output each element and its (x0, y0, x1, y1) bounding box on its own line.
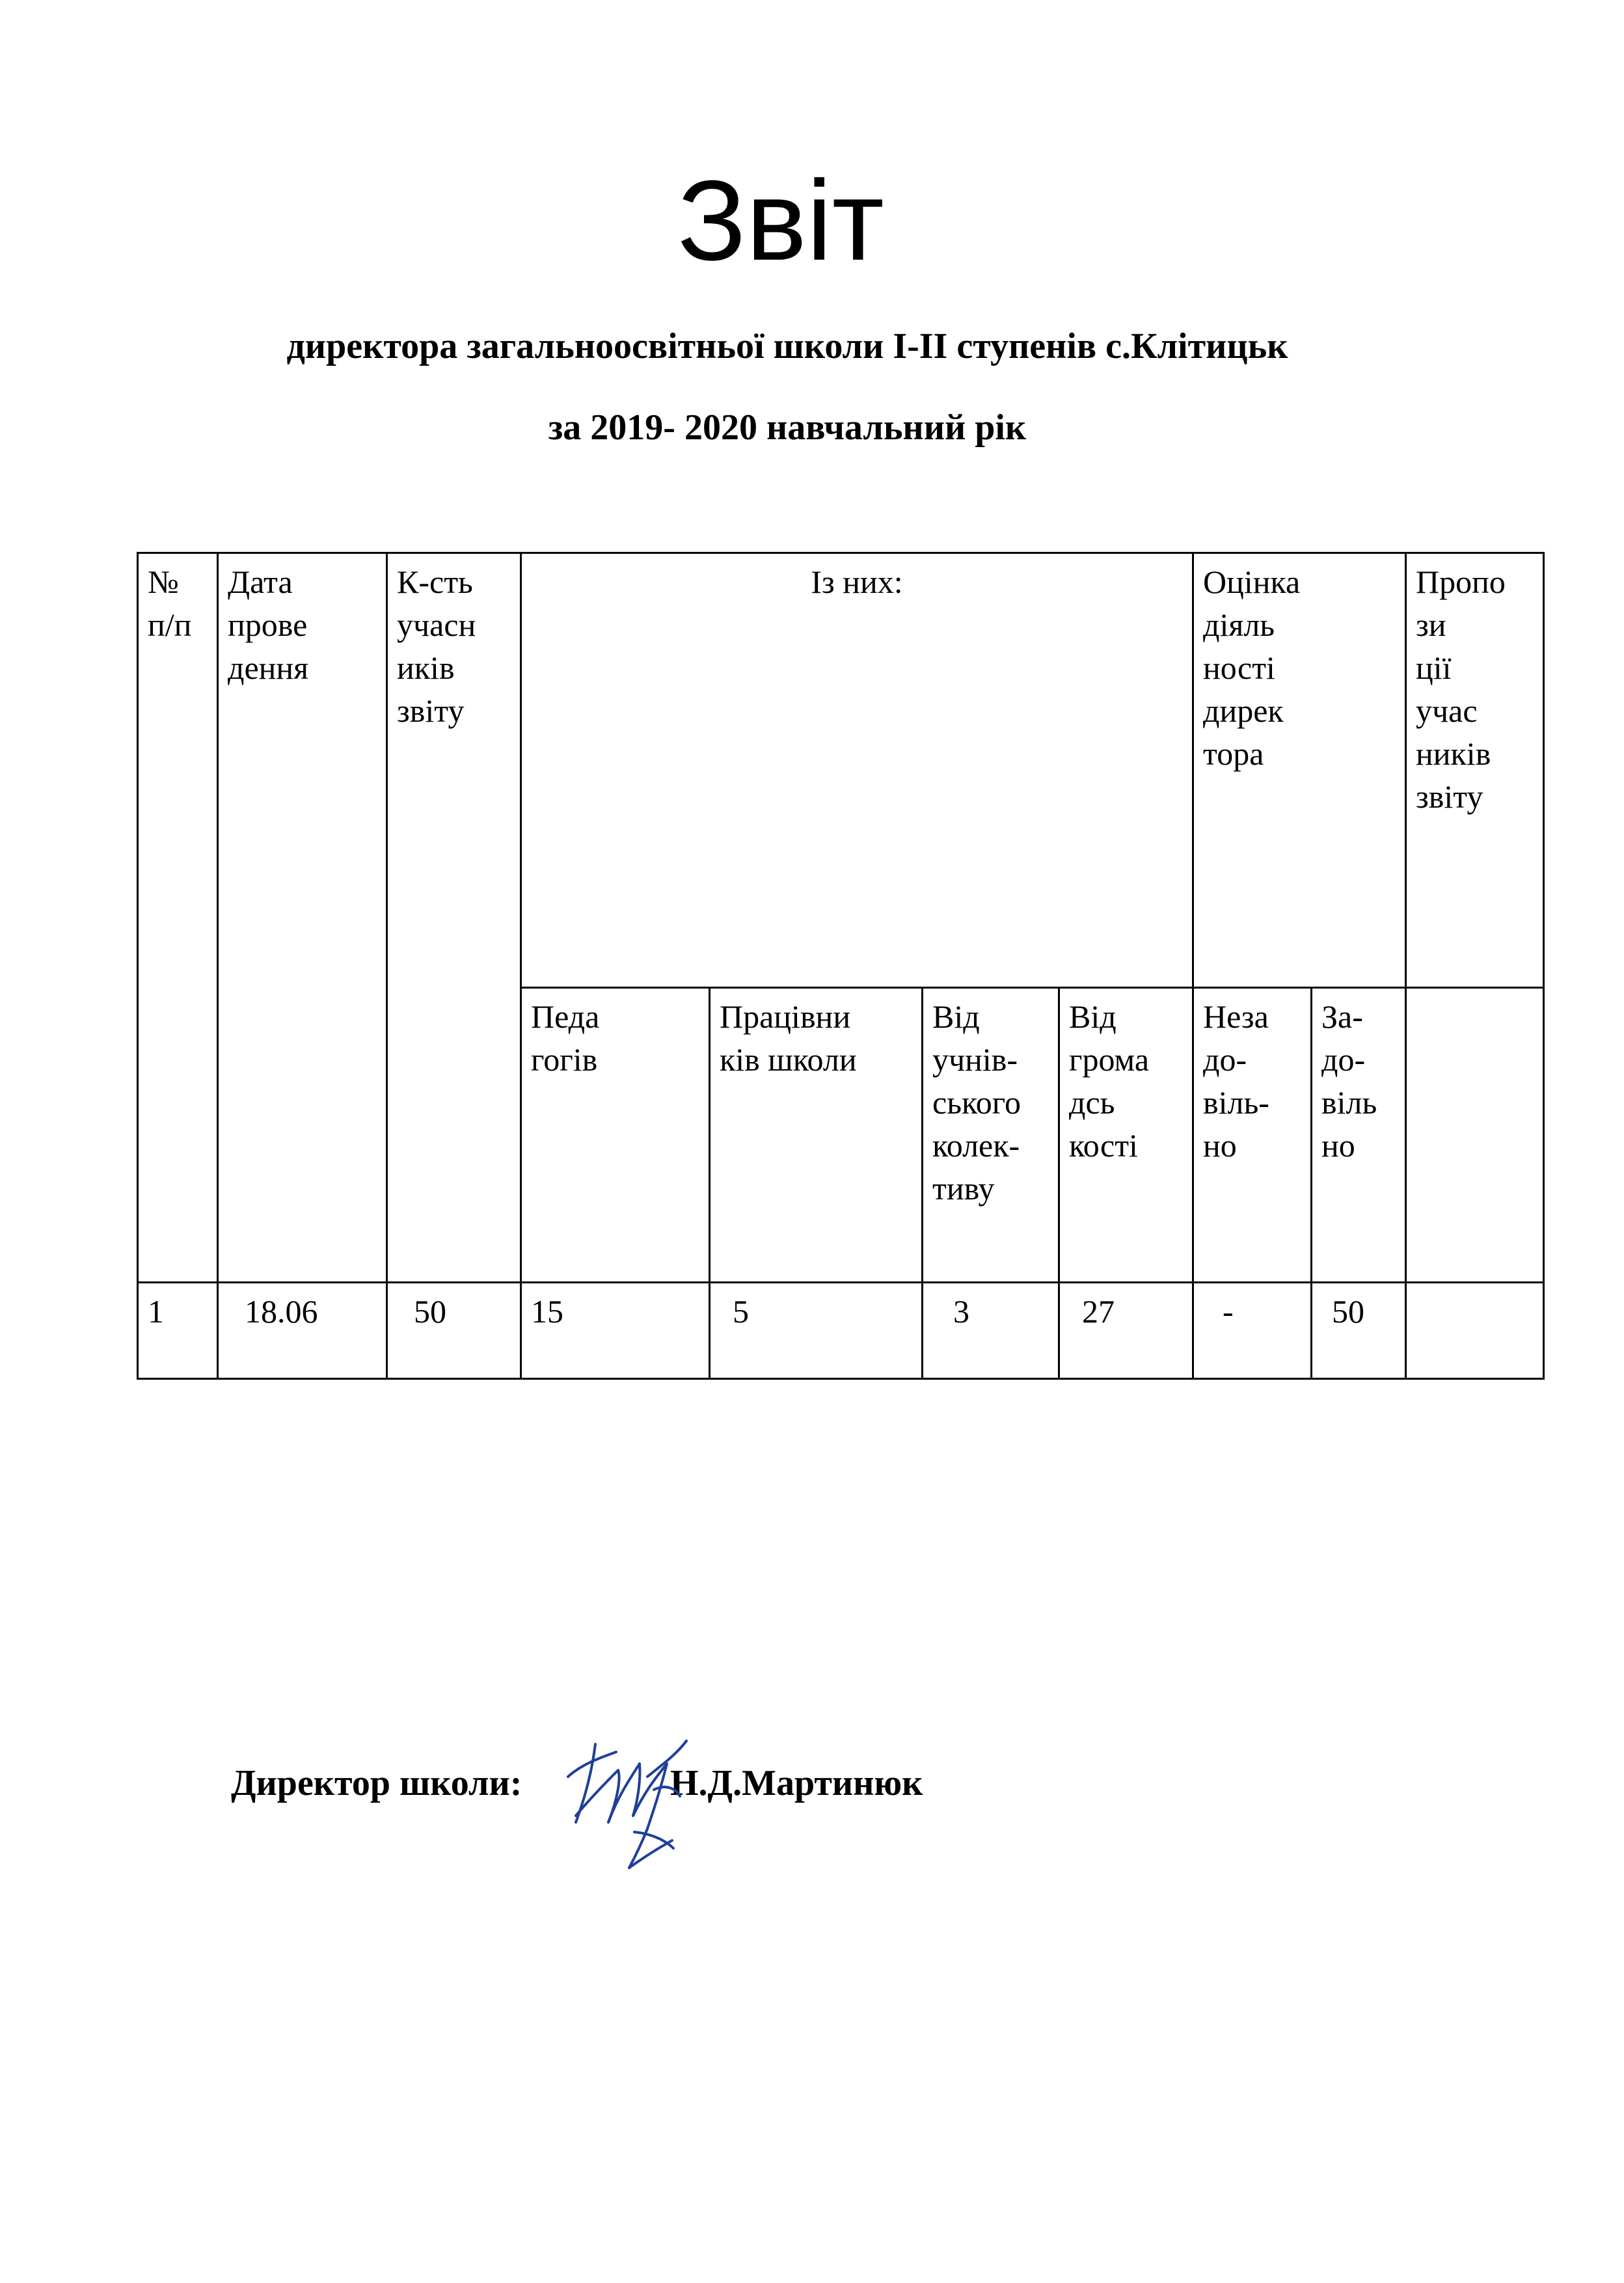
cell-staff: 5 (710, 1283, 923, 1379)
header-count: К-сть учасн иків звіту (387, 553, 521, 1283)
cell-satisfactory: 50 (1312, 1283, 1406, 1379)
subheader-community: Від грома дсь кості (1059, 988, 1193, 1283)
cell-count: 50 (387, 1283, 521, 1379)
header-of-them: Із них: (521, 553, 1193, 988)
header-assessment: Оцінка діяль ності дирек тора (1193, 553, 1406, 988)
header-num: № п/п (138, 553, 218, 1283)
cell-students: 3 (923, 1283, 1059, 1379)
signature-strokes (568, 1741, 686, 1868)
subheader-unsatisfactory: Неза до- віль- но (1193, 988, 1312, 1283)
document-period: за 2019- 2020 навчальний рік (548, 407, 1027, 448)
header-date: Дата прове дення (218, 553, 387, 1283)
document-title: Звіт (677, 157, 884, 284)
cell-num: 1 (138, 1283, 218, 1379)
table-row (138, 1283, 1544, 1379)
document-subtitle: директора загальноосвітньої школи І-ІІ ступенів с.Клітицьк (286, 326, 1288, 366)
table-header-row (138, 553, 1544, 988)
signature-label: Директор школи: (231, 1763, 522, 1803)
cell-date: 18.06 (218, 1283, 387, 1379)
signature-line (231, 1760, 923, 1806)
subheader-teachers: Педа гогів (521, 988, 710, 1283)
cell-teachers: 15 (521, 1283, 710, 1379)
subheader-satisfactory: За- до- віль но (1312, 988, 1406, 1283)
handwritten-signature (556, 1718, 725, 1874)
subheader-staff: Працівни ків школи (710, 988, 923, 1283)
cell-unsatisfactory: - (1193, 1283, 1312, 1379)
cell-proposals (1406, 1283, 1544, 1379)
subheader-empty (1406, 988, 1544, 1283)
director-name: Н.Д.Мартинюк (670, 1763, 923, 1803)
subheader-students: Від учнів- ського колек- тиву (923, 988, 1059, 1283)
header-proposals: Пропо зи ції учас ників звіту (1406, 553, 1544, 988)
cell-community: 27 (1059, 1283, 1193, 1379)
report-table (137, 552, 1545, 1380)
